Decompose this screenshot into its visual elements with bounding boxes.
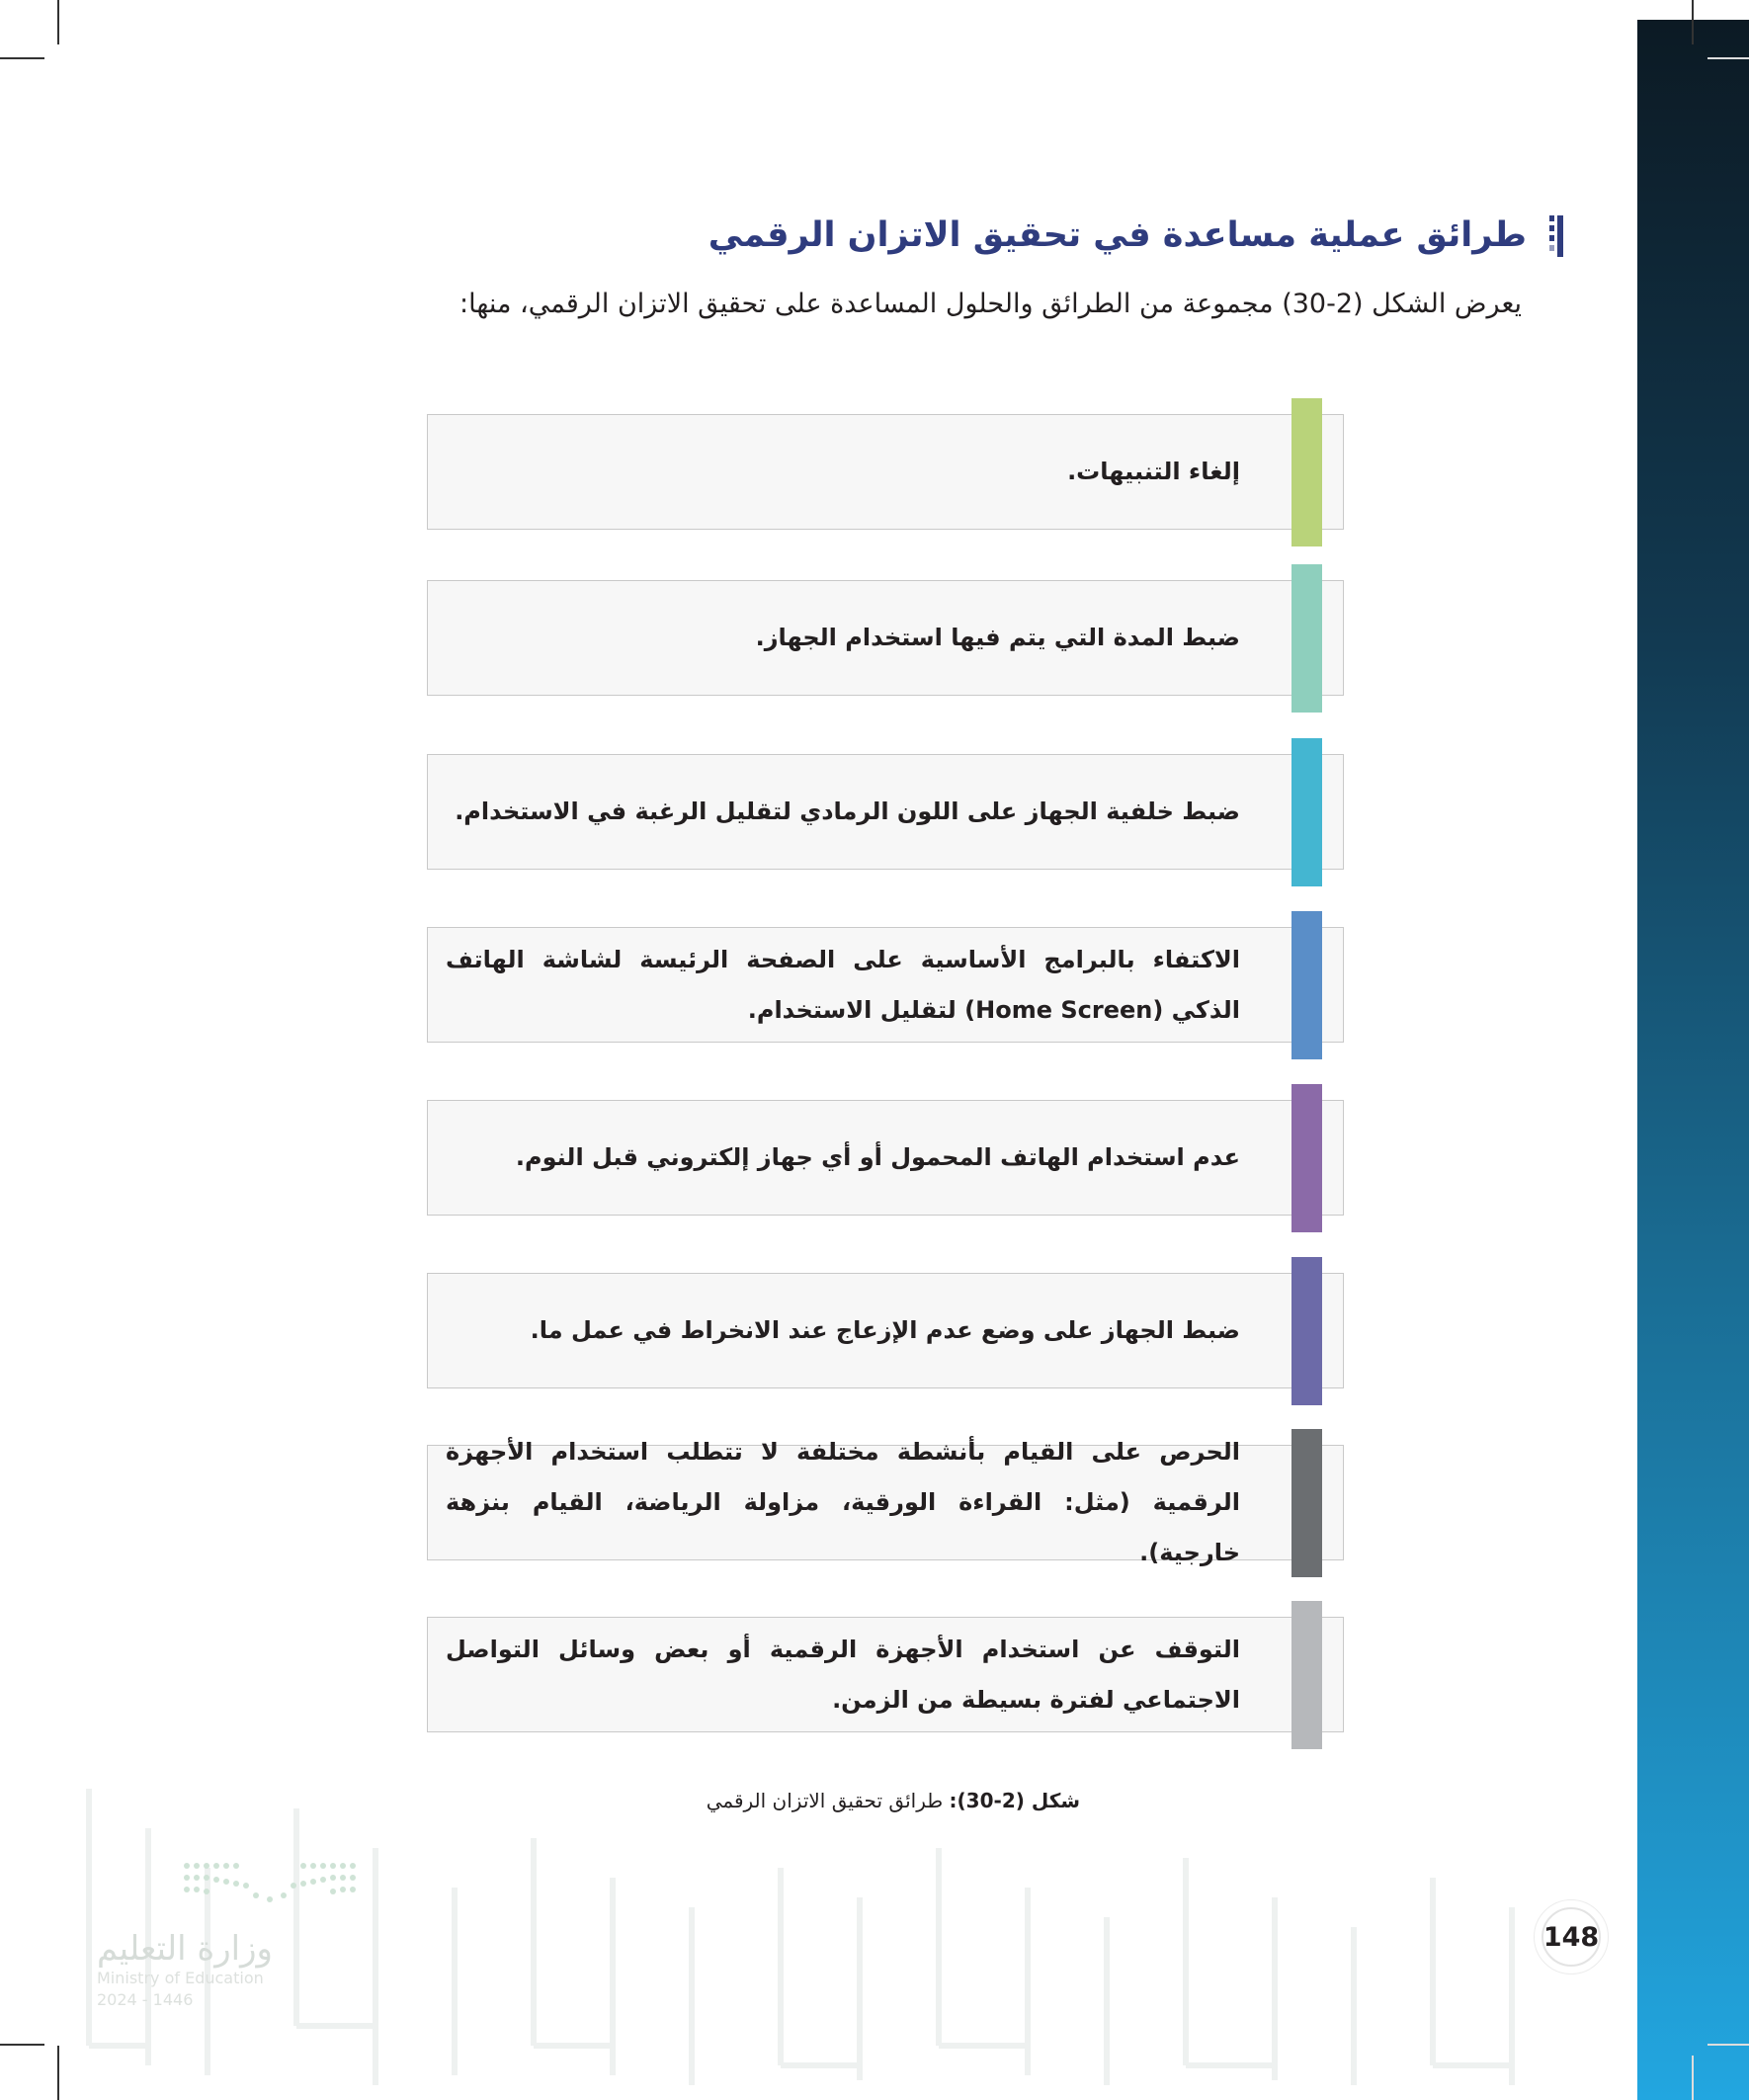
ministry-logo [97, 1858, 364, 2016]
item-text: ضبط خلفية الجهاز على اللون الرمادي لتقليل الرغبة في الاستخدام. [455, 798, 1240, 825]
item-text: التوقف عن استخدام الأجهزة الرقمية أو بعض وسائل التواصل الاجتماعي لفترة بسيطة من الزمن. [446, 1635, 1240, 1714]
item-color-bar [1291, 738, 1322, 886]
list-item [427, 754, 1344, 870]
crop-mark [0, 57, 44, 59]
ministry-year: 2024 - 1446 [97, 1990, 194, 2009]
section-title: طرائق عملية مساعدة في تحقيق الاتزان الرقمي [708, 215, 1527, 255]
intro-paragraph: يعرض الشكل (2-30) مجموعة من الطرائق والحلول المساعدة على تحقيق الاتزان الرقمي، منها: [459, 289, 1522, 319]
item-color-bar [1291, 398, 1322, 546]
crop-mark [57, 2046, 59, 2100]
figure-caption [707, 1789, 1080, 1812]
ministry-name-english: Ministry of Education [97, 1969, 264, 1987]
ministry-logo-icon [181, 1858, 359, 1907]
figure-caption-label: شكل (2-30): [949, 1789, 1080, 1812]
item-color-bar [1291, 1084, 1322, 1232]
list-item [427, 414, 1344, 530]
item-color-bar [1291, 1429, 1322, 1577]
list-item [427, 927, 1344, 1043]
ministry-name-arabic: وزارة التعليم [97, 1929, 273, 1969]
item-color-bar [1291, 911, 1322, 1059]
item-color-bar [1291, 1601, 1322, 1749]
list-item [427, 1617, 1344, 1732]
crop-mark [1707, 57, 1749, 59]
item-text: ضبط المدة التي يتم فيها استخدام الجهاز. [755, 624, 1240, 651]
item-text: عدم استخدام الهاتف المحمول أو أي جهاز إلكتروني قبل النوم. [515, 1143, 1240, 1171]
item-text: إلغاء التنبيهات. [1067, 458, 1240, 485]
crop-mark [57, 0, 59, 44]
crop-mark [1692, 0, 1694, 44]
list-item [427, 580, 1344, 696]
side-decorative-band [1637, 20, 1749, 2100]
item-text: الاكتفاء بالبرامج الأساسية على الصفحة الرئيسة لشاشة الهاتف الذكي (Home Screen) لتقليل الاستخدام. [446, 945, 1240, 1024]
list-item [427, 1100, 1344, 1216]
list-item [427, 1273, 1344, 1388]
page-number: 148 [1541, 1907, 1601, 1967]
list-item [427, 1438, 1344, 1566]
item-color-bar [1291, 564, 1322, 713]
crop-mark [0, 2044, 44, 2046]
title-marker-icon [1541, 215, 1563, 257]
figure-caption-text: طرائق تحقيق الاتزان الرقمي [706, 1789, 944, 1812]
item-color-bar [1291, 1257, 1322, 1405]
crop-mark [1692, 2056, 1694, 2100]
item-text: الحرص على القيام بأنشطة مختلفة لا تتطلب استخدام الأجهزة الرقمية (مثل: القراءة الورقية، مزاولة الرياضة، القيام بنزهة خارجية). [446, 1438, 1240, 1566]
item-text: ضبط الجهاز على وضع عدم الإزعاج عند الانخراط في عمل ما. [530, 1316, 1240, 1344]
crop-mark [1707, 2044, 1749, 2046]
